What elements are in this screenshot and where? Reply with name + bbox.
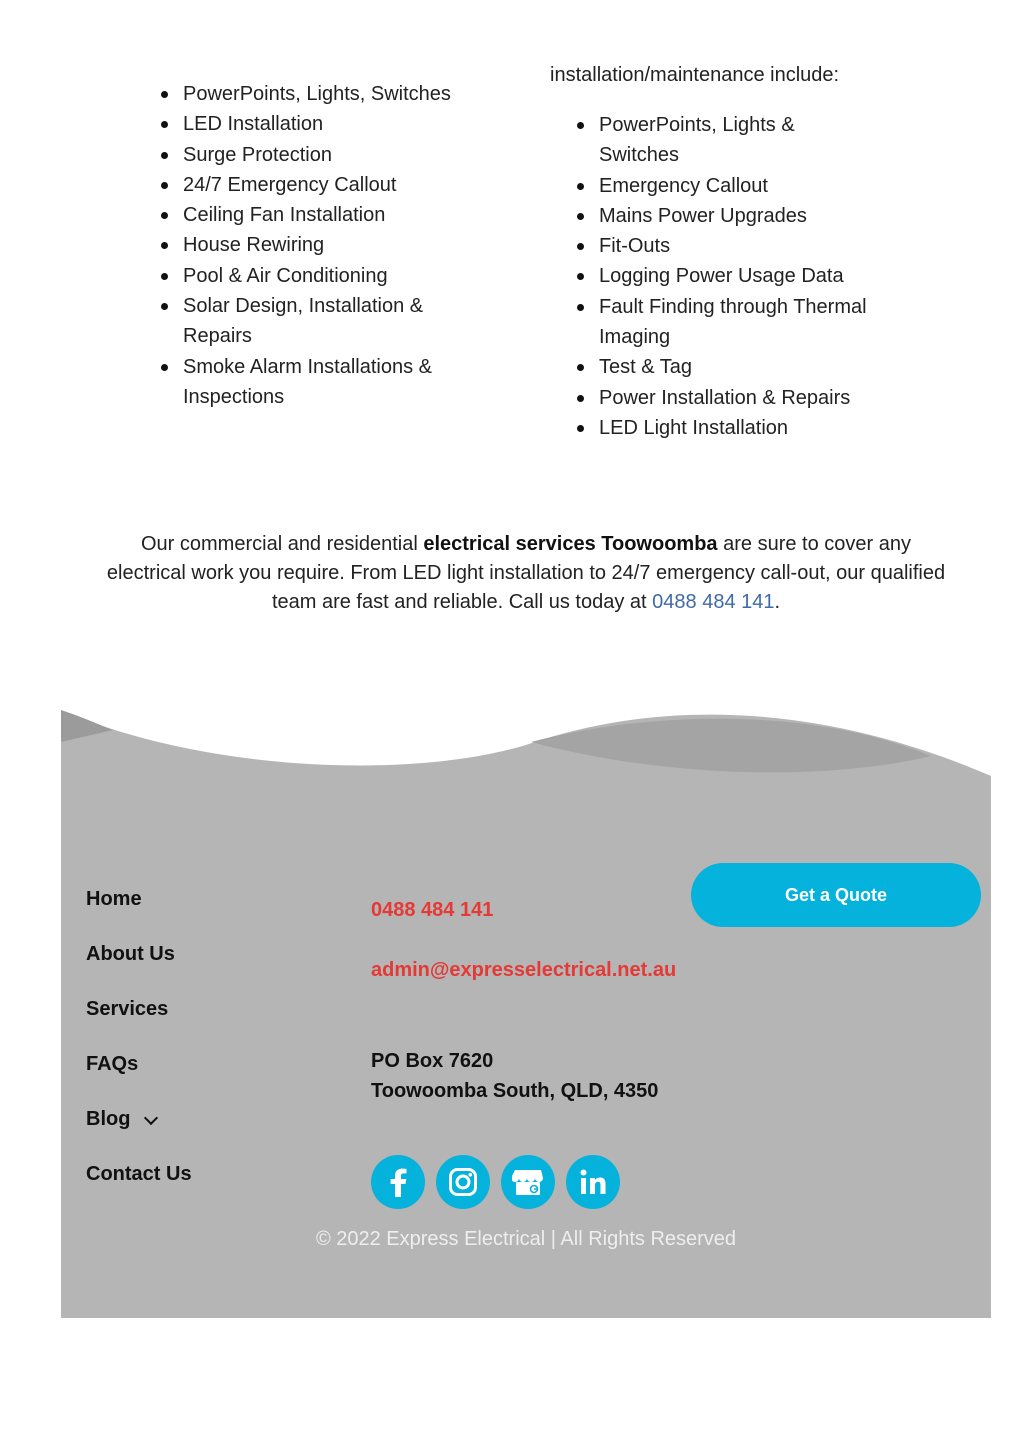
nav-label: About Us (86, 943, 175, 965)
nav-label: FAQs (86, 1053, 139, 1075)
nav-label: Contact Us (86, 1163, 192, 1185)
list-item: 24/7 Emergency Callout (161, 170, 461, 200)
list-item: Mains Power Upgrades (577, 201, 867, 231)
address-line-1: PO Box 7620 (371, 1050, 494, 1072)
right-list-intro: installation/maintenance include: (550, 64, 840, 86)
footer-address (371, 1046, 658, 1106)
footer (61, 700, 991, 1318)
list-item: Test & Tag (577, 352, 867, 382)
get-a-quote-button[interactable]: Get a Quote (691, 863, 981, 927)
summary-text-after: are sure to cover any electrical work you require. From LED light installation to 24/7 emergency call-out, our qualified team are fast and reliable. Call us today at (106, 533, 946, 613)
instagram-icon[interactable] (436, 1155, 490, 1209)
nav-label: Home (86, 888, 142, 910)
list-item: LED Installation (161, 109, 461, 139)
nav-label: Services (86, 998, 169, 1020)
copyright-text: © 2022 Express Electrical | All Rights Reserved (315, 1228, 737, 1250)
footer-nav (86, 888, 192, 1218)
list-item: Pool & Air Conditioning (161, 261, 461, 291)
list-item: PowerPoints, Lights, Switches (161, 79, 461, 109)
list-item: Power Installation & Repairs (577, 383, 867, 413)
footer-nav-about-us[interactable] (86, 943, 192, 998)
list-item: Solar Design, Installation & Repairs (161, 291, 461, 352)
services-list-right (577, 110, 867, 443)
linkedin-icon[interactable] (566, 1155, 620, 1209)
summary-phone-link[interactable]: 0488 484 141 (652, 591, 775, 613)
chevron-down-icon[interactable] (144, 1111, 158, 1125)
services-list-left (161, 79, 461, 412)
summary-text-before: Our commercial and residential (141, 533, 424, 555)
footer-nav-blog[interactable] (86, 1108, 192, 1163)
list-item: LED Light Installation (577, 413, 867, 443)
google-business-icon[interactable] (501, 1155, 555, 1209)
footer-nav-faqs[interactable] (86, 1053, 192, 1108)
list-item: Logging Power Usage Data (577, 261, 867, 291)
list-item: Fault Finding through Thermal Imaging (577, 292, 867, 353)
footer-phone-link[interactable]: 0488 484 141 (371, 899, 494, 921)
list-item: House Rewiring (161, 230, 461, 260)
footer-nav-home[interactable] (86, 888, 192, 943)
footer-nav-contact-us[interactable] (86, 1163, 192, 1218)
list-item: Fit-Outs (577, 231, 867, 261)
services-summary (100, 530, 952, 617)
list-item: Ceiling Fan Installation (161, 200, 461, 230)
list-item: PowerPoints, Lights & Switches (577, 110, 867, 171)
summary-bold: electrical services Toowoomba (423, 533, 718, 555)
footer-nav-services[interactable] (86, 998, 192, 1053)
list-item: Surge Protection (161, 140, 461, 170)
footer-email-link[interactable]: admin@expresselectrical.net.au (371, 959, 677, 981)
summary-end: . (774, 591, 781, 613)
list-item: Emergency Callout (577, 171, 867, 201)
facebook-icon[interactable] (371, 1155, 425, 1209)
list-item: Smoke Alarm Installations & Inspections (161, 352, 461, 413)
footer-background-wave (61, 700, 991, 1318)
address-line-2: Toowoomba South, QLD, 4350 (371, 1080, 659, 1102)
nav-label: Blog (86, 1108, 131, 1130)
social-links (371, 1155, 620, 1209)
